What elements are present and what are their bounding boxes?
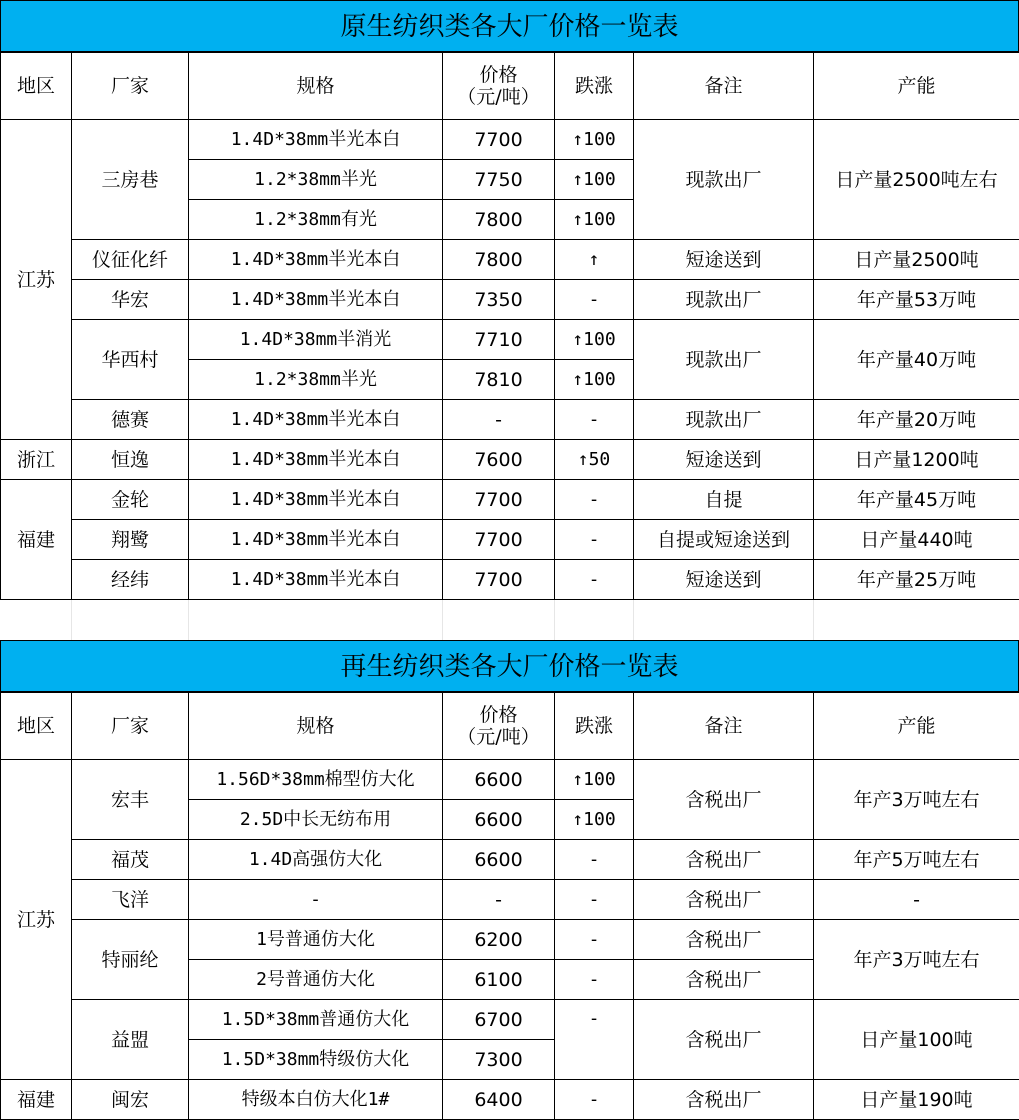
spec-cell: 1.4D*38mm半光本白: [189, 400, 443, 440]
header-note: 备注: [634, 53, 814, 120]
gridline: [188, 600, 189, 640]
table-row: [1, 560, 1019, 600]
spec-cell: -: [189, 880, 443, 920]
header-spec: 规格: [189, 693, 443, 760]
spec-cell: 1.5D*38mm特级仿大化: [189, 1040, 443, 1080]
change-cell: -: [555, 960, 634, 1000]
factory-cell: 金轮: [72, 480, 189, 520]
note-cell: 现款出厂: [634, 320, 814, 400]
capacity-cell: 年产量45万吨: [814, 480, 1019, 520]
change-cell: -: [555, 1080, 634, 1120]
price-cell: 7810: [443, 360, 555, 400]
note-cell: 短途送到: [634, 240, 814, 280]
price-cell: 6600: [443, 800, 555, 840]
change-cell: ↑100: [555, 120, 634, 160]
region-cell: 江苏: [1, 120, 72, 440]
spec-cell: 1.4D*38mm半光本白: [189, 120, 443, 160]
header-row: [1, 53, 1019, 120]
spec-cell: 1.4D*38mm半光本白: [189, 520, 443, 560]
note-cell: 短途送到: [634, 560, 814, 600]
change-cell: -: [555, 920, 634, 960]
table-row: [1, 760, 1019, 800]
price-table: [0, 52, 1019, 600]
spacer-gridlines: [0, 600, 1019, 640]
price-cell: 7800: [443, 240, 555, 280]
price-cell: 7600: [443, 440, 555, 480]
table-row: [1, 920, 1019, 960]
factory-cell: 华宏: [72, 280, 189, 320]
factory-cell: 福茂: [72, 840, 189, 880]
note-cell: 含税出厂: [634, 920, 814, 960]
region-cell: 浙江: [1, 440, 72, 480]
factory-cell: 特丽纶: [72, 920, 189, 1000]
price-cell: 7700: [443, 560, 555, 600]
table-row: [1, 280, 1019, 320]
header-spec: 规格: [189, 53, 443, 120]
factory-cell: 经纬: [72, 560, 189, 600]
capacity-cell: 年产量40万吨: [814, 320, 1019, 400]
note-cell: 自提: [634, 480, 814, 520]
note-cell: 含税出厂: [634, 1080, 814, 1120]
capacity-cell: 年产3万吨左右: [814, 760, 1019, 840]
gridline: [813, 600, 814, 640]
table-title: 原生纺织类各大厂价格一览表: [0, 0, 1019, 52]
factory-cell: 飞洋: [72, 880, 189, 920]
price-cell: 7800: [443, 200, 555, 240]
header-row: [1, 693, 1019, 760]
note-cell: 现款出厂: [634, 280, 814, 320]
gridline: [633, 600, 634, 640]
capacity-cell: 年产量25万吨: [814, 560, 1019, 600]
spec-cell: 特级本白仿大化1#: [189, 1080, 443, 1120]
price-cell: 6200: [443, 920, 555, 960]
capacity-cell: 年产3万吨左右: [814, 920, 1019, 1000]
spec-cell: 1.4D*38mm半光本白: [189, 280, 443, 320]
capacity-cell: 日产量2500吨: [814, 240, 1019, 280]
table-title: 再生纺织类各大厂价格一览表: [0, 640, 1019, 692]
change-cell: -: [555, 400, 634, 440]
spec-cell: 1.5D*38mm普通仿大化: [189, 1000, 443, 1040]
table-row: [1, 520, 1019, 560]
change-cell: -: [555, 480, 634, 520]
change-cell: ↑100: [555, 760, 634, 800]
capacity-cell: 日产量2500吨左右: [814, 120, 1019, 240]
region-cell: 福建: [1, 480, 72, 600]
gridline: [442, 600, 443, 640]
price-cell: 6600: [443, 760, 555, 800]
spec-cell: 1.4D*38mm半消光: [189, 320, 443, 360]
price-cell: 6600: [443, 840, 555, 880]
spec-cell: 2号普通仿大化: [189, 960, 443, 1000]
spec-cell: 1号普通仿大化: [189, 920, 443, 960]
table-row: [1, 440, 1019, 480]
header-capacity: 产能: [814, 53, 1019, 120]
table-row: [1, 400, 1019, 440]
header-price: [443, 693, 555, 760]
region-cell: 江苏: [1, 760, 72, 1080]
spec-cell: 1.2*38mm半光: [189, 160, 443, 200]
capacity-cell: -: [814, 880, 1019, 920]
price-cell: 6700: [443, 1000, 555, 1040]
gridline: [71, 600, 72, 640]
spec-cell: 1.2*38mm有光: [189, 200, 443, 240]
price-cell: 7750: [443, 160, 555, 200]
note-cell: 含税出厂: [634, 840, 814, 880]
note-cell: 现款出厂: [634, 400, 814, 440]
change-cell: ↑50: [555, 440, 634, 480]
header-capacity: 产能: [814, 693, 1019, 760]
region-cell: 福建: [1, 1080, 72, 1120]
header-factory: 厂家: [72, 53, 189, 120]
header-price-line1: 价格: [479, 704, 518, 726]
capacity-cell: 日产量100吨: [814, 1000, 1019, 1080]
header-price: [443, 53, 555, 120]
capacity-cell: 年产量20万吨: [814, 400, 1019, 440]
table-row: [1, 480, 1019, 520]
header-price-line1: 价格: [479, 64, 518, 86]
change-cell: ↑100: [555, 200, 634, 240]
capacity-cell: 年产量53万吨: [814, 280, 1019, 320]
price-cell: 7350: [443, 280, 555, 320]
spec-cell: 1.4D高强仿大化: [189, 840, 443, 880]
change-cell: -: [555, 880, 634, 920]
change-cell: -: [555, 1000, 634, 1080]
capacity-cell: 日产量1200吨: [814, 440, 1019, 480]
change-cell: ↑100: [555, 320, 634, 360]
factory-cell: 翔鹭: [72, 520, 189, 560]
note-cell: 含税出厂: [634, 880, 814, 920]
change-cell: ↑: [555, 240, 634, 280]
table-row: [1, 880, 1019, 920]
factory-cell: 宏丰: [72, 760, 189, 840]
note-cell: 含税出厂: [634, 760, 814, 840]
change-cell: ↑100: [555, 360, 634, 400]
spec-cell: 1.56D*38mm棉型仿大化: [189, 760, 443, 800]
table-row: [1, 1000, 1019, 1040]
header-price-line2: （元/吨）: [457, 86, 540, 108]
table-row: [1, 320, 1019, 360]
price-cell: 7700: [443, 120, 555, 160]
header-note: 备注: [634, 693, 814, 760]
header-price-line2: （元/吨）: [457, 726, 540, 748]
spec-cell: 1.4D*38mm半光本白: [189, 480, 443, 520]
table-row: [1, 1080, 1019, 1120]
price-cell: 7700: [443, 520, 555, 560]
change-cell: ↑100: [555, 160, 634, 200]
capacity-cell: 日产量190吨: [814, 1080, 1019, 1120]
spec-cell: 1.4D*38mm半光本白: [189, 240, 443, 280]
factory-cell: 恒逸: [72, 440, 189, 480]
note-cell: 自提或短途送到: [634, 520, 814, 560]
table-recycled-textiles: [0, 640, 1019, 1120]
change-cell: -: [555, 840, 634, 880]
header-factory: 厂家: [72, 693, 189, 760]
change-cell: ↑100: [555, 800, 634, 840]
capacity-cell: 日产量440吨: [814, 520, 1019, 560]
price-table: [0, 692, 1019, 1120]
price-cell: 7710: [443, 320, 555, 360]
table-row: [1, 240, 1019, 280]
change-cell: -: [555, 560, 634, 600]
spec-cell: 1.4D*38mm半光本白: [189, 440, 443, 480]
factory-cell: 德赛: [72, 400, 189, 440]
price-cell: -: [443, 400, 555, 440]
header-region: 地区: [1, 693, 72, 760]
change-cell: -: [555, 280, 634, 320]
note-cell: 含税出厂: [634, 1000, 814, 1080]
note-cell: 现款出厂: [634, 120, 814, 240]
price-cell: 6100: [443, 960, 555, 1000]
factory-cell: 益盟: [72, 1000, 189, 1080]
change-cell: -: [555, 520, 634, 560]
table-row: [1, 120, 1019, 160]
price-cell: 7700: [443, 480, 555, 520]
price-cell: -: [443, 880, 555, 920]
header-change: 跌涨: [555, 53, 634, 120]
price-cell: 6400: [443, 1080, 555, 1120]
header-change: 跌涨: [555, 693, 634, 760]
note-cell: 含税出厂: [634, 960, 814, 1000]
header-region: 地区: [1, 53, 72, 120]
price-cell: 7300: [443, 1040, 555, 1080]
spec-cell: 1.4D*38mm半光本白: [189, 560, 443, 600]
factory-cell: 华西村: [72, 320, 189, 400]
factory-cell: 三房巷: [72, 120, 189, 240]
factory-cell: 闽宏: [72, 1080, 189, 1120]
capacity-cell: 年产5万吨左右: [814, 840, 1019, 880]
note-cell: 短途送到: [634, 440, 814, 480]
table-row: [1, 840, 1019, 880]
gridline: [554, 600, 555, 640]
spec-cell: 2.5D中长无纺布用: [189, 800, 443, 840]
spec-cell: 1.2*38mm半光: [189, 360, 443, 400]
factory-cell: 仪征化纤: [72, 240, 189, 280]
